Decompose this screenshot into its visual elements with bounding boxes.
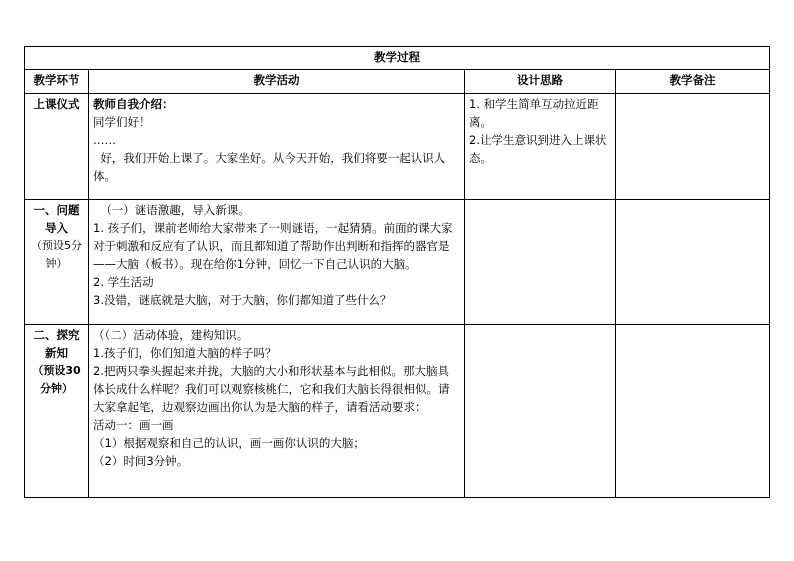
activity-line: 教师自我介绍： bbox=[93, 97, 174, 111]
activity-line: 活动一：画一画 bbox=[93, 418, 174, 432]
header-design: 设计思路 bbox=[465, 70, 616, 94]
activity-line: （一）谜语激趣，导入新课。 bbox=[93, 203, 250, 217]
activity-line: 2. 学生活动 bbox=[93, 275, 154, 289]
stage-title: 二、探究新知 bbox=[33, 328, 80, 360]
design-cell bbox=[465, 325, 616, 498]
table-row bbox=[25, 325, 770, 498]
activity-cell bbox=[89, 325, 465, 498]
activity-line: 1.孩子们，你们知道大脑的样子吗？ bbox=[93, 346, 277, 360]
activity-line: 2.把两只拳头握起来并拢，大脑的大小和形状基本与此相似。那大脑具体长成什么样呢？我们可以观察核桃仁，它和我们大脑长得很相似。请大家拿起笔，边观察边画出你认为是大脑的样子，请看活动要求： bbox=[93, 364, 450, 414]
activity-line: （2）时间3分钟。 bbox=[93, 454, 189, 468]
header-activity: 教学活动 bbox=[89, 70, 465, 94]
table-row bbox=[25, 94, 770, 200]
activity-cell bbox=[89, 94, 465, 200]
stage-time: （预设5分钟） bbox=[31, 239, 82, 270]
activity-line: 同学们好！ bbox=[93, 115, 151, 129]
header-notes: 教学备注 bbox=[616, 70, 770, 94]
notes-cell bbox=[616, 94, 770, 200]
table-row bbox=[25, 200, 770, 325]
design-cell bbox=[465, 200, 616, 325]
stage-cell bbox=[25, 94, 89, 200]
design-cell bbox=[465, 94, 616, 200]
table-title: 教学过程 bbox=[25, 47, 770, 70]
notes-cell bbox=[616, 200, 770, 325]
header-stage: 教学环节 bbox=[25, 70, 89, 94]
activity-line: 3.没错，谜底就是大脑，对于大脑，你们都知道了些什么？ bbox=[93, 293, 392, 307]
activity-cell bbox=[89, 200, 465, 325]
activity-line: …… bbox=[93, 133, 116, 147]
design-line: 2.让学生意识到进入上课状态。 bbox=[469, 133, 607, 165]
activity-line: 1. 孩子们，课前老师给大家带来了一则谜语，一起猜猜。前面的课大家对于刺激和反应有了认识，而且都知道了帮助作出判断和指挥的器官是——大脑（板书）。现在给你1分钟，回忆一下自己认识的大脑。 bbox=[93, 221, 453, 271]
activity-line: 好，我们开始上课了。大家坐好。从今天开始，我们将要一起认识人体。 bbox=[93, 151, 446, 183]
stage-cell bbox=[25, 200, 89, 325]
stage-title: 上课仪式 bbox=[33, 97, 80, 111]
activity-line: （1）根据观察和自己的认识，画一画你认识的大脑； bbox=[93, 436, 365, 450]
stage-cell bbox=[25, 325, 89, 498]
lesson-process-table bbox=[24, 46, 770, 498]
notes-cell bbox=[616, 325, 770, 498]
stage-time: （预设30分钟） bbox=[32, 364, 81, 395]
activity-line: （（二）活动体验，建构知识。 bbox=[93, 328, 249, 342]
stage-title: 一、问题导入 bbox=[33, 203, 80, 235]
design-line: 1. 和学生简单互动拉近距离。 bbox=[469, 97, 599, 129]
